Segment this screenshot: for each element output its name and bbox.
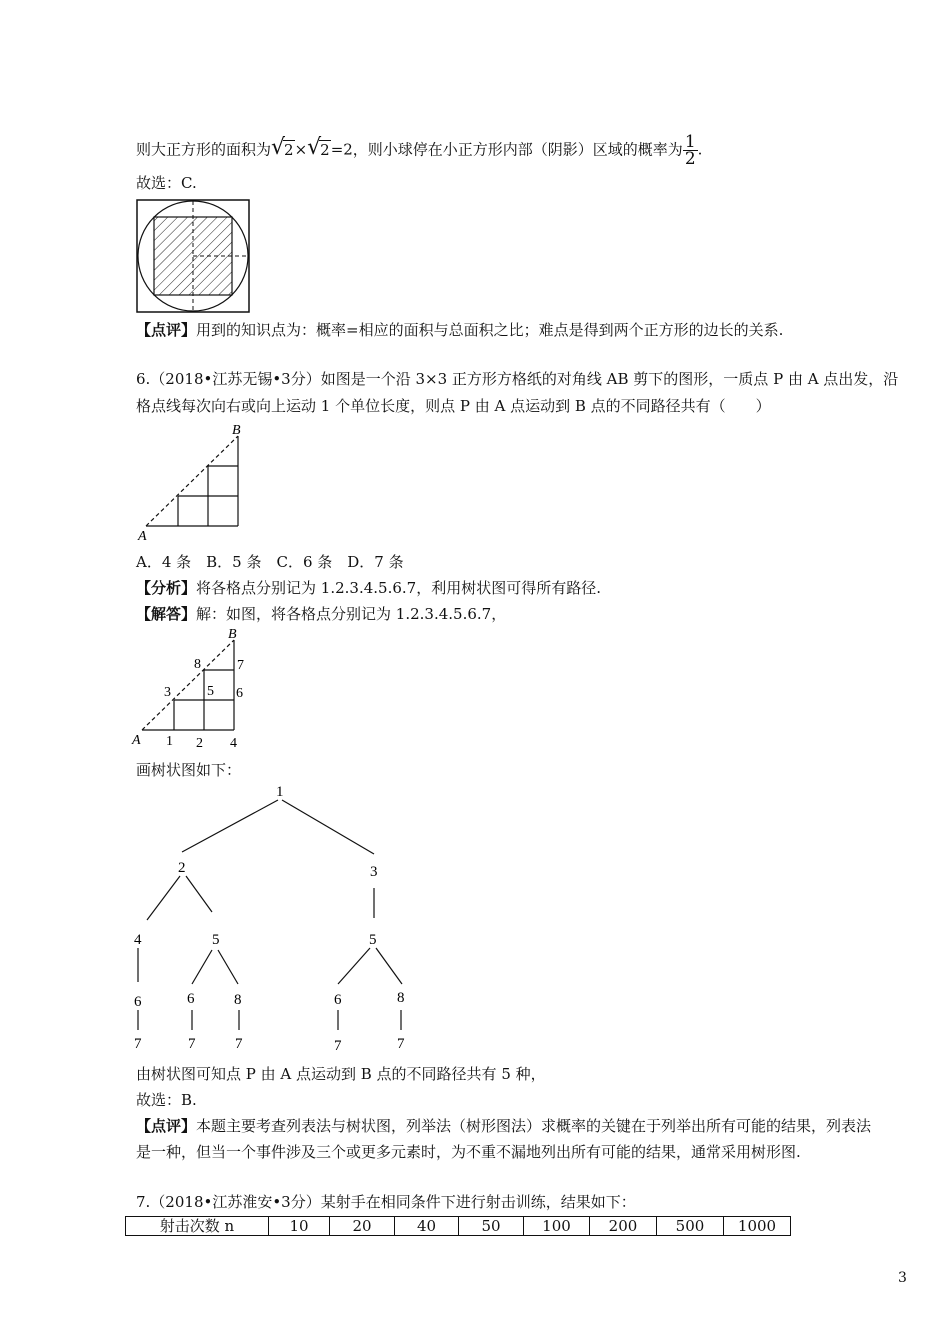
tree-node: 7 xyxy=(397,1036,405,1052)
table-cell: 500 xyxy=(657,1217,724,1236)
table-cell: 10 xyxy=(269,1217,330,1236)
tree-node: 8 xyxy=(234,992,242,1008)
shooting-table xyxy=(125,1216,791,1236)
label-B: B xyxy=(228,627,237,642)
label-A: A xyxy=(138,529,147,540)
answer-5: 故选：C. xyxy=(136,174,197,192)
q6-comment-line1: 【点评】本题主要考查列表法与树状图，列举法（树形图法）求概率的关键在于列举出所有可能的结果，列表法 xyxy=(136,1117,872,1135)
label-5: 5 xyxy=(207,684,214,699)
q6-stem-line2: 格点线每次向右或向上运动 1 个单位长度，则点 P 由 A 点运动到 B 点的不同路径共有（ ） xyxy=(136,397,771,415)
table-cell: 40 xyxy=(395,1217,459,1236)
tree-node: 7 xyxy=(235,1036,243,1052)
circle-square-figure xyxy=(136,199,250,313)
tree-node: 8 xyxy=(397,990,405,1006)
tree-node: 4 xyxy=(134,932,142,948)
tree-node: 7 xyxy=(334,1038,342,1054)
tree-node: 7 xyxy=(134,1036,142,1052)
sqrt-symbol: √ 2 xyxy=(271,134,294,160)
sqrt-symbol: √ 2 xyxy=(307,134,330,160)
table-cell: 1000 xyxy=(724,1217,791,1236)
tree-node: 2 xyxy=(178,860,186,876)
table-cell: 200 xyxy=(590,1217,657,1236)
table-cell: 100 xyxy=(524,1217,590,1236)
label-8: 8 xyxy=(194,657,201,672)
probability-fraction: $\frac{1}{2}$ xyxy=(684,132,696,169)
q6-comment-line2: 是一种，但当一个事件涉及三个或更多元素时，为不重不漏地列出所有可能的结果，通常采用树形图. xyxy=(136,1143,801,1161)
q6-options: A．4 条 B．5 条 C．6 条 D．7 条 xyxy=(136,553,404,571)
tree-node: 6 xyxy=(134,994,142,1010)
table-cell: 50 xyxy=(459,1217,524,1236)
q7-stem: 7.（2018•江苏淮安•3分）某射手在相同条件下进行射击训练，结果如下： xyxy=(136,1193,636,1211)
q6-analysis: 【分析】将各格点分别记为 1.2.3.4.5.6.7，利用树状图可得所有路径. xyxy=(136,579,601,597)
label-4: 4 xyxy=(230,736,237,751)
q6-conclusion: 由树状图可知点 P 由 A 点运动到 B 点的不同路径共有 5 种， xyxy=(136,1065,546,1083)
numbered-grid-figure xyxy=(130,624,260,754)
comment-5: 【点评】用到的知识点为：概率=相应的面积与总面积之比；难点是得到两个正方形的边长的关系. xyxy=(136,321,784,339)
tree-node: 3 xyxy=(370,864,378,880)
tree-node: 5 xyxy=(369,932,377,948)
tree-node: 6 xyxy=(187,991,195,1007)
label-6: 6 xyxy=(236,686,243,701)
tree-intro: 画树状图如下： xyxy=(136,761,242,779)
q6-answer: 故选：B. xyxy=(136,1091,197,1109)
area-conclusion-line: 则大正方形的面积为 √ 2× √ 2=2，则小球停在小正方形内部（阴影）区域的概率为 $\frac{1}{2}$ . xyxy=(136,132,703,169)
tree-node: 7 xyxy=(188,1036,196,1052)
table-header-cell: 射击次数 n xyxy=(126,1217,269,1236)
label-1: 1 xyxy=(166,734,173,749)
tree-node: 1 xyxy=(276,784,284,800)
label-B: B xyxy=(232,423,241,438)
table-cell: 20 xyxy=(330,1217,395,1236)
q6-solution: 【解答】解：如图，将各格点分别记为 1.2.3.4.5.6.7， xyxy=(136,605,507,623)
label-3: 3 xyxy=(164,685,171,700)
tree-diagram xyxy=(120,780,440,1060)
label-A: A xyxy=(132,733,141,748)
q6-stem-line1: 6.（2018•江苏无锡•3分）如图是一个沿 3×3 正方形方格纸的对角线 AB 剪下的图形，一质点 P 由 A 点出发，沿 xyxy=(136,370,899,388)
page-number: 3 xyxy=(898,1270,907,1286)
tree-node: 6 xyxy=(334,992,342,1008)
label-2: 2 xyxy=(196,736,203,751)
label-7: 7 xyxy=(237,658,244,673)
table-row xyxy=(126,1217,791,1236)
staircase-figure xyxy=(136,420,256,540)
tree-node: 5 xyxy=(212,932,220,948)
